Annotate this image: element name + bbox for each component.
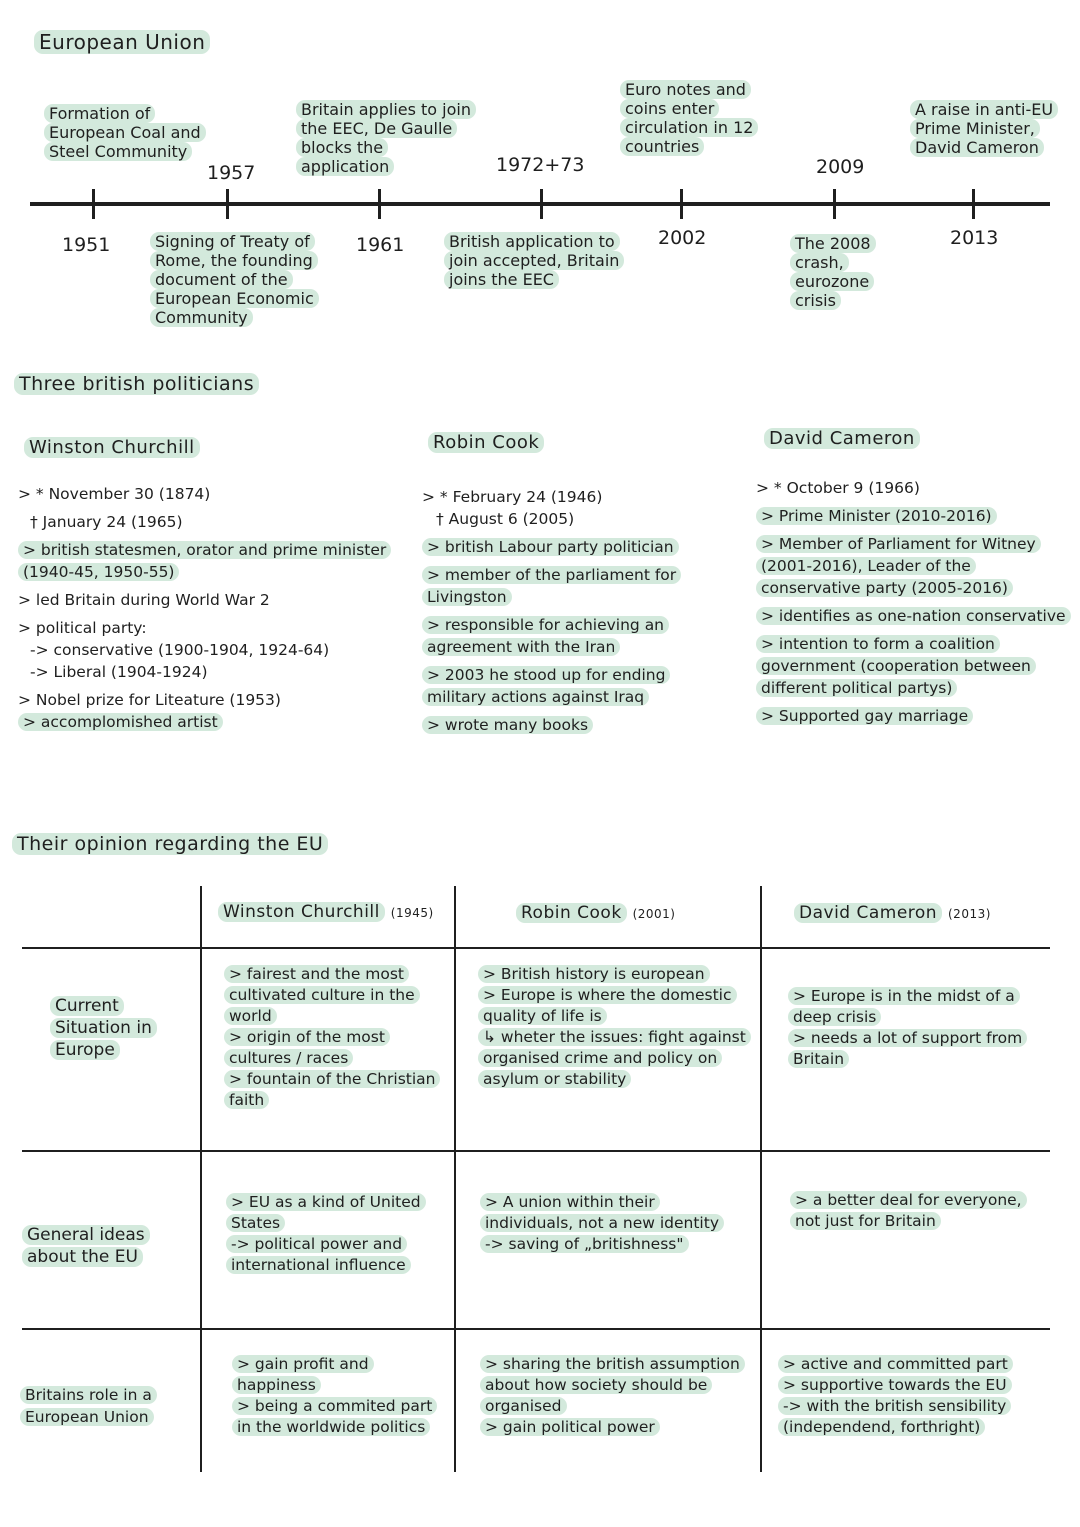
timeline-event-1961: Britain applies to join the EEC, De Gaulle blocks the application [296, 100, 476, 176]
table-header-cook: Robin Cook (2001) [516, 903, 675, 923]
timeline-event-1957: Signing of Treaty of Rome, the founding document of the European Economic Community [150, 232, 350, 327]
bio-fact: > british statesmen, orator and prime minister (1940-45, 1950-55) [18, 539, 398, 583]
bio-fact: > Prime Minister (2010-2016) [756, 505, 1074, 527]
timeline-year-1951: 1951 [62, 234, 111, 256]
bio-fact: > accomplomished artist [18, 711, 398, 733]
table-header-churchill: Winston Churchill (1945) [218, 902, 434, 922]
table-cell: > a better deal for everyone, not just for Britain [790, 1190, 1026, 1232]
row-label-britains-role: Britains role in a European Union [20, 1384, 196, 1428]
table-cell: > Europe is in the midst of a deep crisis > needs a lot of support from Britain [788, 986, 1048, 1070]
row-label-general-ideas: General ideas about the EU [22, 1224, 192, 1268]
politician-name-cameron: David Cameron [764, 428, 920, 449]
timeline-year-2002: 2002 [658, 227, 707, 249]
timeline-year-2009: 2009 [816, 156, 865, 178]
politician-bio-cameron [756, 477, 1074, 733]
bio-fact: † January 24 (1965) [30, 513, 183, 531]
bio-fact: -> Liberal (1904-1924) [30, 663, 208, 681]
bio-fact: > political party: [18, 619, 147, 637]
bio-fact: > * February 24 (1946) [422, 488, 603, 506]
bio-fact: > intention to form a coalition government (cooperation between different political partys) [756, 633, 1074, 699]
table-cell: > gain profit and happiness > being a commited part in the worldwide politics [232, 1354, 444, 1438]
bio-fact: > Supported gay marriage [756, 705, 1074, 727]
table-cell: > A union within their individuals, not a new identity -> saving of „britishness" [480, 1192, 742, 1255]
bio-fact: > * November 30 (1874) [18, 485, 211, 503]
table-cell: > British history is european > Europe is where the domestic quality of life is ↳ wheter the issues: fight against organised crime and policy on asylum or stability [478, 964, 750, 1090]
bio-fact: > * October 9 (1966) [756, 479, 920, 497]
bio-fact: > 2003 he stood up for ending military actions against Iraq [422, 664, 722, 708]
bio-fact: > member of the parliament for Livingston [422, 564, 722, 608]
bio-fact: > british Labour party politician [422, 536, 722, 558]
table-cell: > active and committed part > supportive towards the EU -> with the british sensibility (independend, forthright) [778, 1354, 1060, 1438]
timeline-event-2002: Euro notes and coins enter circulation in 12 countries [620, 80, 780, 156]
politician-bio-cook [422, 486, 722, 742]
table-cell: > fairest and the most cultivated culture in the world > origin of the most cultures / races > fountain of the Christian faith [224, 964, 446, 1111]
timeline-year-1961: 1961 [356, 234, 405, 256]
section-heading-politicians: Three british politicians [14, 373, 259, 395]
timeline-event-1951: Formation of European Coal and Steel Community [44, 104, 204, 161]
bio-fact: > led Britain during World War 2 [18, 591, 270, 609]
section-heading-opinion: Their opinion regarding the EU [12, 833, 328, 855]
timeline-event-2013: A raise in anti-EU Prime Minister, David Cameron [910, 100, 1060, 157]
bio-fact: > Nobel prize for Liteature (1953) [18, 691, 281, 709]
bio-fact: -> conservative (1900-1904, 1924-64) [30, 641, 330, 659]
timeline-event-2009: The 2008 crash, eurozone crisis [790, 234, 900, 310]
timeline-year-2013: 2013 [950, 227, 999, 249]
bio-fact: > wrote many books [422, 714, 722, 736]
table-cell: > sharing the british assumption about how society should be organised > gain political power [480, 1354, 742, 1438]
politician-name-churchill: Winston Churchill [24, 437, 200, 458]
page-title: European Union [34, 30, 210, 54]
timeline-event-1972-73: British application to join accepted, Britain joins the EEC [444, 232, 644, 289]
table-cell: > EU as a kind of United States -> political power and international influence [226, 1192, 442, 1276]
table-header-cameron: David Cameron (2013) [794, 903, 991, 923]
bio-fact: > responsible for achieving an agreement with the Iran [422, 614, 722, 658]
timeline-year-1957: 1957 [207, 162, 256, 184]
timeline-year-1972-73: 1972+73 [496, 154, 585, 176]
bio-fact: † August 6 (2005) [436, 510, 575, 528]
politician-bio-churchill [18, 483, 398, 739]
row-label-current-situation: Current Situation in Europe [50, 995, 180, 1061]
timeline [0, 0, 1080, 340]
bio-fact: > identifies as one-nation conservative [756, 605, 1074, 627]
politician-name-cook: Robin Cook [428, 432, 544, 453]
bio-fact: > Member of Parliament for Witney (2001-2016), Leader of the conservative party (2005-2016) [756, 533, 1074, 599]
